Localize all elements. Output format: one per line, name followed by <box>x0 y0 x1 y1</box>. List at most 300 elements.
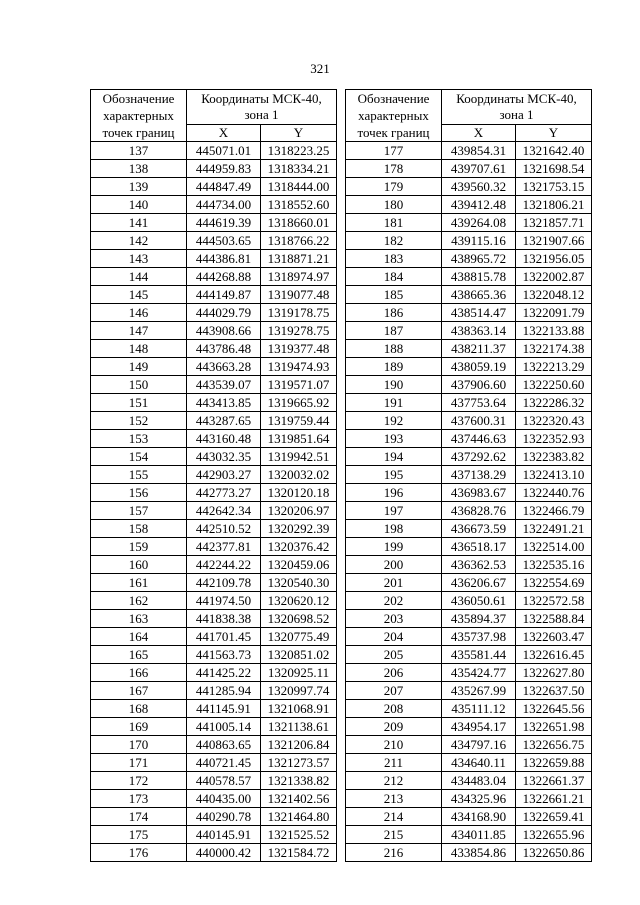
table-row <box>91 610 337 628</box>
x-coordinate-cell: 442109.78 <box>187 574 261 592</box>
x-coordinate-cell: 437446.63 <box>442 430 516 448</box>
table-row <box>346 394 592 412</box>
table-row <box>91 844 337 862</box>
y-coordinate-cell: 1322320.43 <box>516 412 592 430</box>
header-y: Y <box>516 124 592 141</box>
y-coordinate-cell: 1320120.18 <box>261 484 337 502</box>
table-body-left <box>91 142 337 862</box>
table-row <box>346 502 592 520</box>
point-number-cell: 199 <box>346 538 442 556</box>
header-point-line: характерных <box>358 108 429 123</box>
point-number-cell: 158 <box>91 520 187 538</box>
x-coordinate-cell: 438665.36 <box>442 286 516 304</box>
x-coordinate-cell: 438514.47 <box>442 304 516 322</box>
x-coordinate-cell: 434011.85 <box>442 826 516 844</box>
y-coordinate-cell: 1320292.39 <box>261 520 337 538</box>
x-coordinate-cell: 440863.65 <box>187 736 261 754</box>
y-coordinate-cell: 1322603.47 <box>516 628 592 646</box>
x-coordinate-cell: 434483.04 <box>442 772 516 790</box>
y-coordinate-cell: 1322250.60 <box>516 376 592 394</box>
table-row <box>346 322 592 340</box>
table-row <box>91 376 337 394</box>
table-row <box>91 214 337 232</box>
x-coordinate-cell: 437753.64 <box>442 394 516 412</box>
x-coordinate-cell: 441974.50 <box>187 592 261 610</box>
x-coordinate-cell: 442244.22 <box>187 556 261 574</box>
y-coordinate-cell: 1319665.92 <box>261 394 337 412</box>
y-coordinate-cell: 1322661.37 <box>516 772 592 790</box>
point-number-cell: 160 <box>91 556 187 574</box>
y-coordinate-cell: 1321907.66 <box>516 232 592 250</box>
point-number-cell: 192 <box>346 412 442 430</box>
y-coordinate-cell: 1321273.57 <box>261 754 337 772</box>
table-row <box>346 592 592 610</box>
table-row <box>91 736 337 754</box>
point-number-cell: 176 <box>91 844 187 862</box>
y-coordinate-cell: 1321338.82 <box>261 772 337 790</box>
x-coordinate-cell: 435581.44 <box>442 646 516 664</box>
x-coordinate-cell: 438965.72 <box>442 250 516 268</box>
point-number-cell: 209 <box>346 718 442 736</box>
point-number-cell: 174 <box>91 808 187 826</box>
point-number-cell: 196 <box>346 484 442 502</box>
x-coordinate-cell: 441563.73 <box>187 646 261 664</box>
y-coordinate-cell: 1322616.45 <box>516 646 592 664</box>
table-row <box>91 520 337 538</box>
point-number-cell: 149 <box>91 358 187 376</box>
y-coordinate-cell: 1318660.01 <box>261 214 337 232</box>
point-number-cell: 150 <box>91 376 187 394</box>
x-coordinate-cell: 443786.48 <box>187 340 261 358</box>
table-row <box>91 772 337 790</box>
table-row <box>346 376 592 394</box>
table-row <box>346 448 592 466</box>
table-row <box>346 646 592 664</box>
table-row <box>346 304 592 322</box>
y-coordinate-cell: 1321584.72 <box>261 844 337 862</box>
y-coordinate-cell: 1319851.64 <box>261 430 337 448</box>
table-row <box>346 178 592 196</box>
x-coordinate-cell: 438815.78 <box>442 268 516 286</box>
point-number-cell: 163 <box>91 610 187 628</box>
table-row <box>91 808 337 826</box>
table-row <box>91 178 337 196</box>
y-coordinate-cell: 1321956.05 <box>516 250 592 268</box>
table-row <box>91 286 337 304</box>
x-coordinate-cell: 444268.88 <box>187 268 261 286</box>
x-coordinate-cell: 437906.60 <box>442 376 516 394</box>
table-row <box>91 556 337 574</box>
table-row <box>346 718 592 736</box>
y-coordinate-cell: 1322352.93 <box>516 430 592 448</box>
table-row <box>91 232 337 250</box>
point-number-cell: 155 <box>91 466 187 484</box>
x-coordinate-cell: 436518.17 <box>442 538 516 556</box>
point-number-cell: 154 <box>91 448 187 466</box>
x-coordinate-cell: 435111.12 <box>442 700 516 718</box>
point-number-cell: 141 <box>91 214 187 232</box>
point-number-cell: 186 <box>346 304 442 322</box>
y-coordinate-cell: 1321642.40 <box>516 142 592 160</box>
x-coordinate-cell: 439707.61 <box>442 160 516 178</box>
point-number-cell: 182 <box>346 232 442 250</box>
x-coordinate-cell: 439115.16 <box>442 232 516 250</box>
x-coordinate-cell: 436983.67 <box>442 484 516 502</box>
point-number-cell: 195 <box>346 466 442 484</box>
x-coordinate-cell: 444734.00 <box>187 196 261 214</box>
table-row <box>346 574 592 592</box>
x-coordinate-cell: 439264.08 <box>442 214 516 232</box>
x-coordinate-cell: 443539.07 <box>187 376 261 394</box>
x-coordinate-cell: 436673.59 <box>442 520 516 538</box>
table-row <box>346 466 592 484</box>
table-row <box>346 808 592 826</box>
table-row <box>91 250 337 268</box>
x-coordinate-cell: 436050.61 <box>442 592 516 610</box>
x-coordinate-cell: 437138.29 <box>442 466 516 484</box>
header-coords-label <box>442 90 592 125</box>
point-number-cell: 171 <box>91 754 187 772</box>
point-number-cell: 145 <box>91 286 187 304</box>
table-row <box>91 628 337 646</box>
point-number-cell: 197 <box>346 502 442 520</box>
table-row <box>346 790 592 808</box>
point-number-cell: 138 <box>91 160 187 178</box>
y-coordinate-cell: 1322491.21 <box>516 520 592 538</box>
point-number-cell: 148 <box>91 340 187 358</box>
table-row <box>346 250 592 268</box>
table-row <box>91 142 337 160</box>
table-row <box>346 682 592 700</box>
header-point-line: точек границ <box>102 125 175 140</box>
x-coordinate-cell: 435894.37 <box>442 610 516 628</box>
y-coordinate-cell: 1320459.06 <box>261 556 337 574</box>
y-coordinate-cell: 1320698.52 <box>261 610 337 628</box>
y-coordinate-cell: 1319077.48 <box>261 286 337 304</box>
point-number-cell: 193 <box>346 430 442 448</box>
table-row <box>91 340 337 358</box>
x-coordinate-cell: 443908.66 <box>187 322 261 340</box>
y-coordinate-cell: 1321206.84 <box>261 736 337 754</box>
table-row <box>91 430 337 448</box>
point-number-cell: 201 <box>346 574 442 592</box>
point-number-cell: 177 <box>346 142 442 160</box>
table-row <box>91 196 337 214</box>
coordinates-table-left <box>90 89 337 862</box>
table-row <box>346 412 592 430</box>
x-coordinate-cell: 441005.14 <box>187 718 261 736</box>
x-coordinate-cell: 440721.45 <box>187 754 261 772</box>
point-number-cell: 139 <box>91 178 187 196</box>
point-number-cell: 142 <box>91 232 187 250</box>
y-coordinate-cell: 1318444.00 <box>261 178 337 196</box>
x-coordinate-cell: 435737.98 <box>442 628 516 646</box>
header-x: X <box>187 124 261 141</box>
x-coordinate-cell: 443663.28 <box>187 358 261 376</box>
point-number-cell: 161 <box>91 574 187 592</box>
table-row <box>346 754 592 772</box>
table-row <box>91 592 337 610</box>
y-coordinate-cell: 1318334.21 <box>261 160 337 178</box>
table-row <box>91 502 337 520</box>
header-coords-line: зона 1 <box>499 106 534 122</box>
y-coordinate-cell: 1321402.56 <box>261 790 337 808</box>
point-number-cell: 180 <box>346 196 442 214</box>
point-number-cell: 147 <box>91 322 187 340</box>
x-coordinate-cell: 438059.19 <box>442 358 516 376</box>
table-row <box>346 340 592 358</box>
point-number-cell: 214 <box>346 808 442 826</box>
y-coordinate-cell: 1322637.50 <box>516 682 592 700</box>
x-coordinate-cell: 434325.96 <box>442 790 516 808</box>
point-number-cell: 166 <box>91 664 187 682</box>
point-number-cell: 175 <box>91 826 187 844</box>
y-coordinate-cell: 1319377.48 <box>261 340 337 358</box>
table-row <box>346 772 592 790</box>
table-row <box>346 358 592 376</box>
y-coordinate-cell: 1320997.74 <box>261 682 337 700</box>
point-number-cell: 169 <box>91 718 187 736</box>
point-number-cell: 202 <box>346 592 442 610</box>
table-body-right <box>346 142 592 862</box>
y-coordinate-cell: 1319178.75 <box>261 304 337 322</box>
point-number-cell: 144 <box>91 268 187 286</box>
table-row <box>346 628 592 646</box>
x-coordinate-cell: 443160.48 <box>187 430 261 448</box>
x-coordinate-cell: 442773.27 <box>187 484 261 502</box>
x-coordinate-cell: 441285.94 <box>187 682 261 700</box>
point-number-cell: 190 <box>346 376 442 394</box>
table-row <box>346 430 592 448</box>
y-coordinate-cell: 1321806.21 <box>516 196 592 214</box>
header-point-label <box>346 90 442 142</box>
y-coordinate-cell: 1322383.82 <box>516 448 592 466</box>
table-row <box>91 466 337 484</box>
x-coordinate-cell: 436362.53 <box>442 556 516 574</box>
table-row <box>346 610 592 628</box>
point-number-cell: 200 <box>346 556 442 574</box>
y-coordinate-cell: 1322002.87 <box>516 268 592 286</box>
x-coordinate-cell: 441701.45 <box>187 628 261 646</box>
x-coordinate-cell: 440000.42 <box>187 844 261 862</box>
header-y: Y <box>261 124 337 141</box>
point-number-cell: 181 <box>346 214 442 232</box>
x-coordinate-cell: 439560.32 <box>442 178 516 196</box>
table-row <box>91 826 337 844</box>
y-coordinate-cell: 1320851.02 <box>261 646 337 664</box>
point-number-cell: 173 <box>91 790 187 808</box>
x-coordinate-cell: 434954.17 <box>442 718 516 736</box>
point-number-cell: 211 <box>346 754 442 772</box>
table-row <box>91 304 337 322</box>
point-number-cell: 153 <box>91 430 187 448</box>
y-coordinate-cell: 1320376.42 <box>261 538 337 556</box>
point-number-cell: 137 <box>91 142 187 160</box>
header-point-label <box>91 90 187 142</box>
point-number-cell: 208 <box>346 700 442 718</box>
table-row <box>346 214 592 232</box>
point-number-cell: 210 <box>346 736 442 754</box>
x-coordinate-cell: 436206.67 <box>442 574 516 592</box>
y-coordinate-cell: 1322661.21 <box>516 790 592 808</box>
header-point-line: точек границ <box>357 125 430 140</box>
table-row <box>91 718 337 736</box>
point-number-cell: 170 <box>91 736 187 754</box>
table-row <box>346 844 592 862</box>
x-coordinate-cell: 441145.91 <box>187 700 261 718</box>
x-coordinate-cell: 436828.76 <box>442 502 516 520</box>
y-coordinate-cell: 1318871.21 <box>261 250 337 268</box>
x-coordinate-cell: 444029.79 <box>187 304 261 322</box>
header-x: X <box>442 124 516 141</box>
table-row <box>346 736 592 754</box>
y-coordinate-cell: 1322413.10 <box>516 466 592 484</box>
y-coordinate-cell: 1322133.88 <box>516 322 592 340</box>
table-row <box>91 538 337 556</box>
y-coordinate-cell: 1318974.97 <box>261 268 337 286</box>
x-coordinate-cell: 438211.37 <box>442 340 516 358</box>
table-row <box>346 268 592 286</box>
y-coordinate-cell: 1322213.29 <box>516 358 592 376</box>
y-coordinate-cell: 1322588.84 <box>516 610 592 628</box>
table-row <box>346 556 592 574</box>
x-coordinate-cell: 442377.81 <box>187 538 261 556</box>
table-row <box>346 826 592 844</box>
y-coordinate-cell: 1322656.75 <box>516 736 592 754</box>
y-coordinate-cell: 1322466.79 <box>516 502 592 520</box>
y-coordinate-cell: 1322174.38 <box>516 340 592 358</box>
y-coordinate-cell: 1321068.91 <box>261 700 337 718</box>
point-number-cell: 178 <box>346 160 442 178</box>
point-number-cell: 216 <box>346 844 442 862</box>
x-coordinate-cell: 442642.34 <box>187 502 261 520</box>
y-coordinate-cell: 1319942.51 <box>261 448 337 466</box>
table-row <box>346 538 592 556</box>
point-number-cell: 152 <box>91 412 187 430</box>
point-number-cell: 207 <box>346 682 442 700</box>
y-coordinate-cell: 1322645.56 <box>516 700 592 718</box>
y-coordinate-cell: 1321753.15 <box>516 178 592 196</box>
point-number-cell: 185 <box>346 286 442 304</box>
x-coordinate-cell: 443032.35 <box>187 448 261 466</box>
y-coordinate-cell: 1319571.07 <box>261 376 337 394</box>
header-coords-label <box>187 90 337 125</box>
x-coordinate-cell: 434797.16 <box>442 736 516 754</box>
x-coordinate-cell: 440435.00 <box>187 790 261 808</box>
x-coordinate-cell: 445071.01 <box>187 142 261 160</box>
y-coordinate-cell: 1322659.88 <box>516 754 592 772</box>
y-coordinate-cell: 1322286.32 <box>516 394 592 412</box>
y-coordinate-cell: 1322572.58 <box>516 592 592 610</box>
table-row <box>346 232 592 250</box>
table-row <box>91 358 337 376</box>
x-coordinate-cell: 440290.78 <box>187 808 261 826</box>
x-coordinate-cell: 434168.90 <box>442 808 516 826</box>
y-coordinate-cell: 1320775.49 <box>261 628 337 646</box>
x-coordinate-cell: 444149.87 <box>187 286 261 304</box>
table-row <box>91 664 337 682</box>
point-number-cell: 159 <box>91 538 187 556</box>
point-number-cell: 156 <box>91 484 187 502</box>
table-row <box>91 646 337 664</box>
header-coords-line: зона 1 <box>244 106 279 122</box>
point-number-cell: 204 <box>346 628 442 646</box>
y-coordinate-cell: 1321857.71 <box>516 214 592 232</box>
y-coordinate-cell: 1319759.44 <box>261 412 337 430</box>
point-number-cell: 168 <box>91 700 187 718</box>
point-number-cell: 179 <box>346 178 442 196</box>
x-coordinate-cell: 435267.99 <box>442 682 516 700</box>
point-number-cell: 213 <box>346 790 442 808</box>
y-coordinate-cell: 1322651.98 <box>516 718 592 736</box>
x-coordinate-cell: 443413.85 <box>187 394 261 412</box>
point-number-cell: 165 <box>91 646 187 664</box>
point-number-cell: 151 <box>91 394 187 412</box>
point-number-cell: 191 <box>346 394 442 412</box>
point-number-cell: 143 <box>91 250 187 268</box>
y-coordinate-cell: 1318223.25 <box>261 142 337 160</box>
header-coords-line: Координаты МСК-40, <box>456 90 577 106</box>
table-row <box>91 322 337 340</box>
y-coordinate-cell: 1320032.02 <box>261 466 337 484</box>
point-number-cell: 167 <box>91 682 187 700</box>
table-row <box>91 574 337 592</box>
header-point-line: Обозначение <box>102 91 175 106</box>
point-number-cell: 183 <box>346 250 442 268</box>
point-number-cell: 164 <box>91 628 187 646</box>
y-coordinate-cell: 1320206.97 <box>261 502 337 520</box>
page-number: 321 <box>310 61 330 76</box>
table-row <box>91 448 337 466</box>
x-coordinate-cell: 442903.27 <box>187 466 261 484</box>
table-row <box>91 682 337 700</box>
point-number-cell: 187 <box>346 322 442 340</box>
table-row <box>346 520 592 538</box>
y-coordinate-cell: 1322440.76 <box>516 484 592 502</box>
x-coordinate-cell: 438363.14 <box>442 322 516 340</box>
header-coords-line: Координаты МСК-40, <box>201 90 322 106</box>
x-coordinate-cell: 434640.11 <box>442 754 516 772</box>
table-row <box>346 700 592 718</box>
y-coordinate-cell: 1321698.54 <box>516 160 592 178</box>
point-number-cell: 205 <box>346 646 442 664</box>
point-number-cell: 212 <box>346 772 442 790</box>
y-coordinate-cell: 1319278.75 <box>261 322 337 340</box>
y-coordinate-cell: 1320620.12 <box>261 592 337 610</box>
table-row <box>91 394 337 412</box>
table-row <box>91 790 337 808</box>
table-row <box>346 286 592 304</box>
x-coordinate-cell: 440145.91 <box>187 826 261 844</box>
x-coordinate-cell: 437292.62 <box>442 448 516 466</box>
y-coordinate-cell: 1321464.80 <box>261 808 337 826</box>
point-number-cell: 146 <box>91 304 187 322</box>
point-number-cell: 198 <box>346 520 442 538</box>
x-coordinate-cell: 437600.31 <box>442 412 516 430</box>
y-coordinate-cell: 1322659.41 <box>516 808 592 826</box>
table-row <box>91 268 337 286</box>
y-coordinate-cell: 1322535.16 <box>516 556 592 574</box>
y-coordinate-cell: 1321525.52 <box>261 826 337 844</box>
y-coordinate-cell: 1322627.80 <box>516 664 592 682</box>
y-coordinate-cell: 1318552.60 <box>261 196 337 214</box>
y-coordinate-cell: 1322091.79 <box>516 304 592 322</box>
point-number-cell: 172 <box>91 772 187 790</box>
x-coordinate-cell: 435424.77 <box>442 664 516 682</box>
y-coordinate-cell: 1319474.93 <box>261 358 337 376</box>
y-coordinate-cell: 1321138.61 <box>261 718 337 736</box>
header-point-line: характерных <box>103 108 174 123</box>
